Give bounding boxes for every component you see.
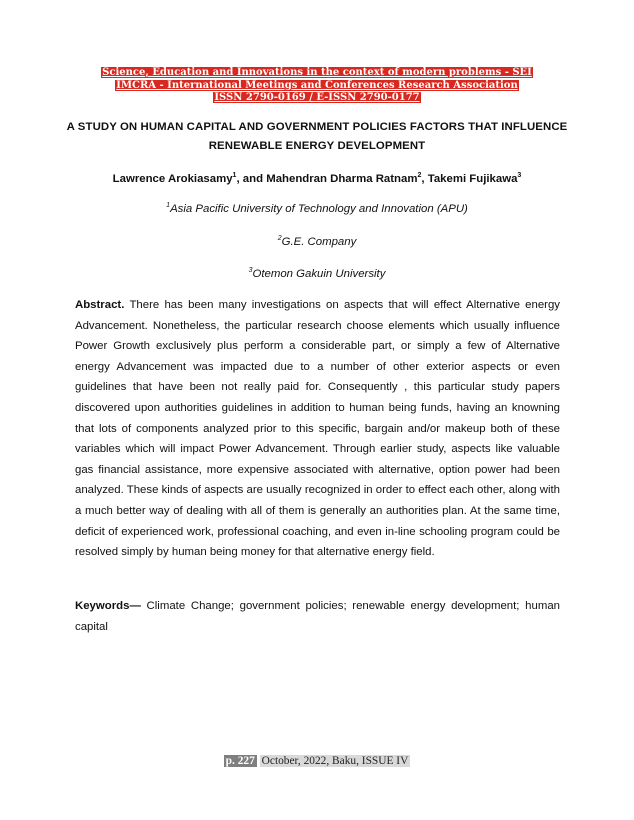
affiliation-text: Otemon Gakuin University <box>252 268 386 280</box>
author-name: Takemi Fujikawa <box>427 173 518 185</box>
author-list <box>30 171 604 187</box>
keywords-label: Keywords— <box>75 600 141 612</box>
affiliation-text: G.E. Company <box>281 236 357 248</box>
page-number: p. 227 <box>225 755 255 767</box>
paper-title: A STUDY ON HUMAN CAPITAL AND GOVERNMENT POLICIES FACTORS THAT INFLUENCE RENEWABLE ENERGY DEVELOPMENT <box>66 121 568 152</box>
keywords-text: Climate Change; government policies; renewable energy development; human capital <box>75 600 560 633</box>
author-sup: 2 <box>417 172 422 179</box>
header-issn: ISSN 2790-0169 / E-ISSN 2790-0177 <box>214 92 420 104</box>
affiliation-1 <box>30 201 604 217</box>
abstract-paragraph <box>75 295 560 563</box>
affiliation-3 <box>30 266 604 282</box>
abstract-text: There has been many investigations on aspects that will effect Alternative energy Advancement. Nonetheless, the particular research choose elements which usually influence Power Growth exclusively plus perform a considerable part, or simply a few of Alternative energy Advancement was impacted due to a number of other exterior aspects or even guidelines that have been not really paid for. Consequently , this particular study papers discovered upon authorities guidelines in addition to human being funds, having an knowning that lots of components analyzed prior to this specific, bargain and/or makeup both of these variables which will impact Power Advancement. Through earlier study, aspects like valuable gas financial assistance, more expensive associated with alternative, option power had been analyzed. These kinds of aspects are usually recognized in order to effect each other, along with a much better way of dealing with all of them is generally an authorities plan. At the same time, deficit of experienced work, professional coaching, and even in-line schooling program could be resolved simply by human being money for that alternative energy field. <box>75 299 560 559</box>
journal-header <box>40 67 594 105</box>
affiliation-text: Asia Pacific University of Technology and Innovation (APU) <box>170 203 468 215</box>
affiliation-2 <box>30 234 604 250</box>
author-separator: , <box>421 173 428 185</box>
author-separator: , and <box>236 173 267 185</box>
author-name: Lawrence Arokiasamy <box>112 173 233 185</box>
affiliation-sup: 3 <box>248 267 253 274</box>
affiliation-sup: 1 <box>166 202 171 209</box>
affiliation-sup: 2 <box>277 235 282 242</box>
header-line-1: Science, Education and Innovations in the context of modern problems - SEI <box>102 67 532 78</box>
issue-info: October, 2022, Baku, ISSUE IV <box>261 755 409 767</box>
author-sup: 1 <box>232 172 237 179</box>
abstract-label: Abstract. <box>75 299 125 311</box>
header-line-2: IMCRA - International Meetings and Conferences Research Association <box>116 79 518 91</box>
author-sup: 3 <box>517 172 522 179</box>
page-footer <box>0 754 634 769</box>
keywords-paragraph <box>75 596 560 637</box>
author-name: Mahendran Dharma Ratnam <box>266 173 418 185</box>
